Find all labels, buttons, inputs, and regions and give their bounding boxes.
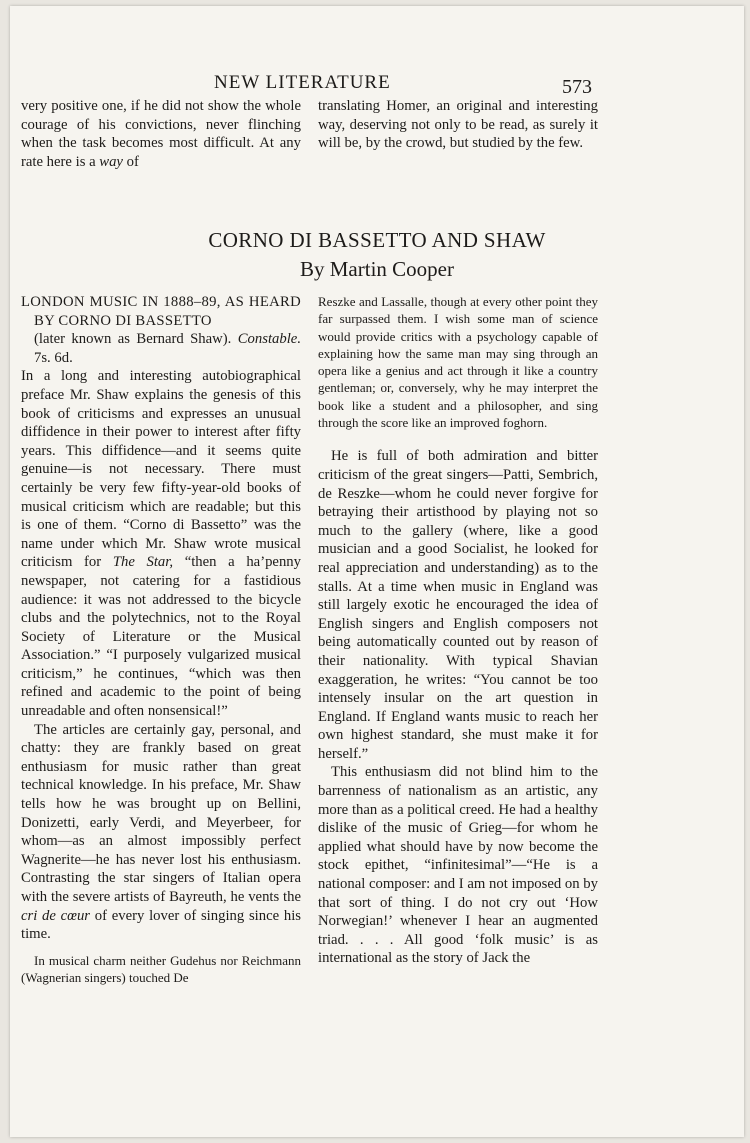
top-right-text: translating Homer, an original and interesting way, deserving not only to be read, as surely it will be, by the crowd, but studied by the few. — [318, 98, 598, 152]
book-citation: LONDON MUSIC IN 1888–89, AS HEARD BY CORNO DI BASSETTO (later known as Bernard Shaw). Constable. 7s. 6d. — [21, 294, 301, 366]
top-left-column — [21, 97, 301, 171]
left-column — [21, 293, 301, 986]
top-left-text: very positive one, if he did not show the whole courage of his convictions, never flinching when the task becomes most difficult. At any rate here is a way of — [21, 98, 301, 170]
body-paragraph-1: In a long and interesting autobiographical preface Mr. Shaw explains the genesis of this book of criticisms and expresses an unusual diffidence in their power to interest after fifty years. This diffidence—and it seems quite genuine—is not necessary. There must certainly be very few fifty-year-old books of musical criticism which are readable; but this is one of them. “Corno di Bassetto” was the name under which Mr. Shaw wrote musical criticism for The Star, “then a ha’penny newspaper, not catering for a fastidious audience: it was not addressed to the bicycle clubs and the polytechnics, not to the Royal Society of Literature or the Musical Association.” “I purposely vulgarized musical criticism,” he continues, “which was then refined and academic to the point of being unreadable and often nonsensical!” — [21, 368, 301, 720]
body-paragraph-3: He is full of both admiration and bitter criticism of the great singers—Patti, Sembrich, de Reszke—whom he could never forgive for betraying their artisthood by playing not so much to the gallery (where, like a good musician and a good Socialist, he looked for real appreciation and understanding) as to the stalls. At a time when music in England was still largely exotic he encouraged the idea of English singers and English composers not being automatically counted out by reason of their nationality. With typical Shavian exaggeration, he writes: “You cannot be too intensely insular on the art question in England. If England wants music to reach her own highest standard, she must make it for herself.” — [318, 448, 598, 762]
quotation-continued: Reszke and Lassalle, though at every other point they far surpassed them. I wish some man of science would provide critics with a psychology capable of explaining how the same man may sing through an opera like a genius and act through it like a country gentleman; or, conversely, why he may interpret the book like a student and a philosopher, and sing through the score like an improved foghorn. — [318, 294, 598, 431]
running-head: NEW LITERATURE — [214, 72, 391, 93]
book-page — [10, 6, 744, 1137]
quotation-start: In musical charm neither Gudehus nor Reichmann (Wagnerian singers) touched De — [21, 952, 301, 986]
body-paragraph-2: The articles are certainly gay, personal, and chatty: they are frankly based on great enthusiasm for music rather than great technical knowledge. In his preface, Mr. Shaw tells how he was brought up on Bellini, Donizetti, early Verdi, and Meyerbeer, for whom—as an almost impossibly perfect Wagnerite—he has never lost his enthusiasm. Contrasting the star singers of Italian opera with the severe artists of Bayreuth, he vents the cri de cœur of every lover of singing since his time. — [21, 721, 301, 943]
page-header — [10, 70, 744, 96]
right-column — [318, 293, 598, 968]
article-title: CORNO DI BASSETTO AND SHAW — [208, 228, 546, 252]
article-header — [10, 228, 744, 282]
page-number: 573 — [562, 76, 592, 98]
top-right-column — [318, 97, 598, 153]
body-paragraph-4: This enthusiasm did not blind him to the barrenness of nationalism as an artistic, any more than as a political creed. He had a healthy dislike of the music of Grieg—for whom he applied what should have by now become the stock epithet, “infinitesimal”—“He is a national composer: and I am not imposed on by that sort of thing. I do not cry out ‘How Norwegian!’ whenever I hear an augmented triad. . . . All good ‘folk music’ is as international as the story of Jack the — [318, 764, 598, 967]
article-byline: By Martin Cooper — [300, 257, 454, 281]
